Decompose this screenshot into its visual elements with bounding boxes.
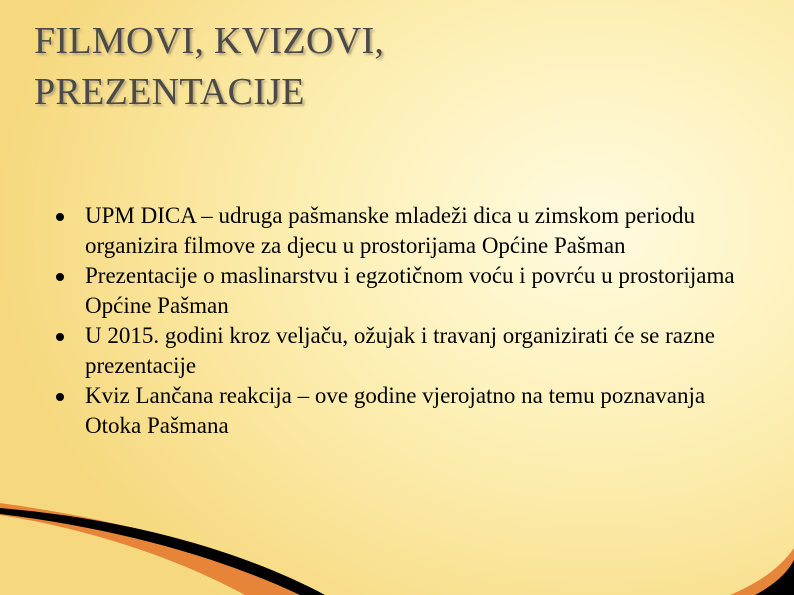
slide-title-line-1: FILMOVI, KVIZOVI, [34,20,385,62]
bullet-dot-icon [56,333,64,341]
bullet-text: UPM DICA – udruga pašmanske mladeži dica u zimskom periodu organizira filmove za djecu u prostorijama Općine Pašman [85,203,696,258]
bullet-text: U 2015. godini kroz veljaču, ožujak i travanj organizirati će se razne prezentacije [85,323,715,378]
bullet-item [56,381,756,441]
bullet-item [56,321,756,381]
bullet-item [56,261,756,321]
slide-title [34,16,734,118]
bullet-item [56,201,756,261]
bullet-list [56,201,756,441]
bullet-dot-icon [56,393,64,401]
bullet-dot-icon [56,213,64,221]
bullet-dot-icon [56,273,64,281]
bullet-text: Kviz Lančana reakcija – ove godine vjerojatno na temu poznavanja Otoka Pašmana [85,383,706,438]
slide-title-line-2: PREZENTACIJE [34,71,305,113]
bullet-text: Prezentacije o maslinarstvu i egzotičnom voću i povrću u prostorijama Općine Pašman [85,263,735,318]
